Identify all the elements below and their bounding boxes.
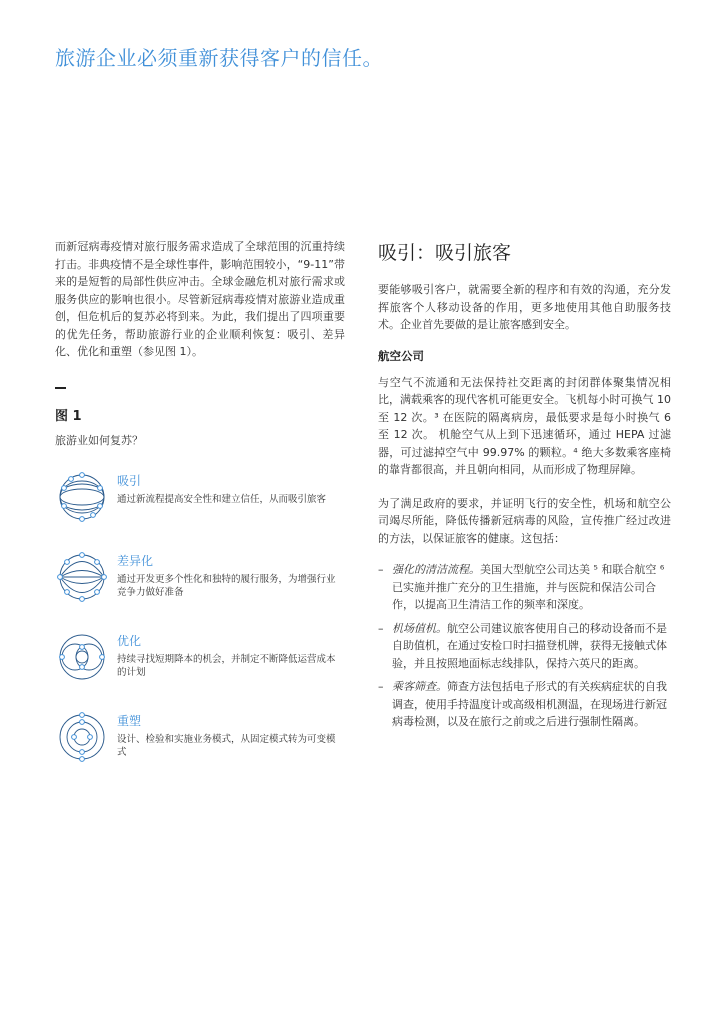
figure-item-attract — [55, 470, 345, 550]
bullet-text: 美国大型航空公司达美 ⁵ 和联合航空 ⁶ 已实施并推广充分的卫生措施，并与医院和保洁公司合作，以提高卫生清洁工作的频率和深度。 — [392, 563, 665, 611]
figure-item-desc: 持续寻找短期降本的机会，并制定不断降低运营成本的计划 — [117, 653, 336, 678]
figure-item-differentiate — [55, 550, 345, 630]
section-heading: 吸引：吸引旅客 — [378, 242, 512, 264]
figure-caption: 旅游业如何复苏？ — [55, 433, 143, 447]
figure-item-title: 差异化 — [117, 553, 154, 568]
subheading-airlines: 航空公司 — [378, 348, 424, 363]
bullet-dash: – — [378, 621, 384, 635]
arc-nodes-icon — [55, 550, 109, 604]
bullet-item — [378, 678, 671, 731]
bullet-dash: – — [378, 563, 384, 576]
figure-item-title: 吸引 — [117, 473, 142, 488]
figure-item-desc: 通过新流程提高安全性和建立信任，从而吸引旅客 — [117, 493, 327, 505]
page-title: 旅游企业必须重新获得客户的信任。 — [55, 46, 383, 70]
figure-item-desc: 通过开发更多个性化和独特的履行服务，为增强行业竞争力做好准备 — [117, 573, 336, 598]
bullet-list — [378, 561, 671, 731]
figure-list — [55, 470, 345, 790]
figure-item-optimize — [55, 630, 345, 710]
figure-label: 图 1 — [55, 408, 82, 424]
overlapping-circles-icon — [55, 630, 109, 684]
bullet-dash: – — [378, 680, 384, 693]
bullet-text: 航空公司建议旅客使用自己的移动设备而不是自助值机，在通过安检口时扫描登机牌，获得无接触式体验，并且按照地面标志线排队，保持六英尺的距离。 — [392, 621, 667, 670]
figure-item-title: 重塑 — [117, 713, 142, 728]
bullet-lead: 强化的清洁流程。 — [392, 563, 480, 576]
section-paragraph-2: 与空气不流通和无法保持社交距离的封闭群体聚集情况相比，满载乘客的现代客机可能更安全。飞机每小时可换气 10 至 12 次。³ 在医院的隔离病房，最低要求是每小时换气 6 至 12 次。 机舱空气从上到下迅速循环，通过 HEPA 过滤器，可过滤掉空气中 99.97% 的颗粒。⁴ 绝大多数乘客座椅的靠背都很高，并且朝向相同，从而形成了物理屏障。 — [378, 375, 671, 476]
bullet-item — [378, 561, 671, 614]
figure-item-title: 优化 — [117, 633, 142, 648]
right-column — [378, 238, 671, 737]
bullet-lead: 乘客筛查。 — [392, 680, 447, 693]
concentric-circles-icon — [55, 710, 109, 764]
left-column — [55, 238, 345, 790]
intro-paragraph: 而新冠病毒疫情对旅行服务需求造成了全球范围的沉重持续打击。非典疫情不是全球性事件，影响范围较小，“9-11”带来的是短暂的局部性供应冲击。全球金融危机对旅行需求或服务供应的影响也很小。尽管新冠病毒疫情对旅游业造成重创，但危机后的复苏必将到来。为此，我们提出了四项重要的优先任务，帮助旅游行业的企业顺利恢复：吸引、差异化、优化和重塑（参见图 1）。 — [55, 240, 345, 358]
figure-item-desc: 设计、检验和实施业务模式，从固定模式转为可变模式 — [117, 733, 336, 758]
bullet-lead: 机场值机。 — [392, 621, 447, 635]
section-paragraph-3: 为了满足政府的要求，并证明飞行的安全性，机场和航空公司竭尽所能，降低传播新冠病毒的风险，宣传推广经过改进的方法，以保证旅客的健康。这包括： — [378, 496, 671, 545]
section-paragraph-1: 要能够吸引客户，就需要全新的程序和有效的沟通，充分发挥旅客个人移动设备的作用，更多地使用其他自助服务技术。企业首先要做的是让旅客感到安全。 — [378, 283, 671, 331]
figure-item-reshape — [55, 710, 345, 790]
section-divider — [55, 387, 66, 389]
bullet-text: 筛查方法包括电子形式的有关疾病症状的自我调查，使用手持温度计或高级相机测温，在现场进行新冠病毒检测，以及在旅行之前或之后进行强制性隔离。 — [392, 680, 667, 728]
bullet-item — [378, 620, 671, 673]
globe-network-icon — [55, 470, 109, 524]
